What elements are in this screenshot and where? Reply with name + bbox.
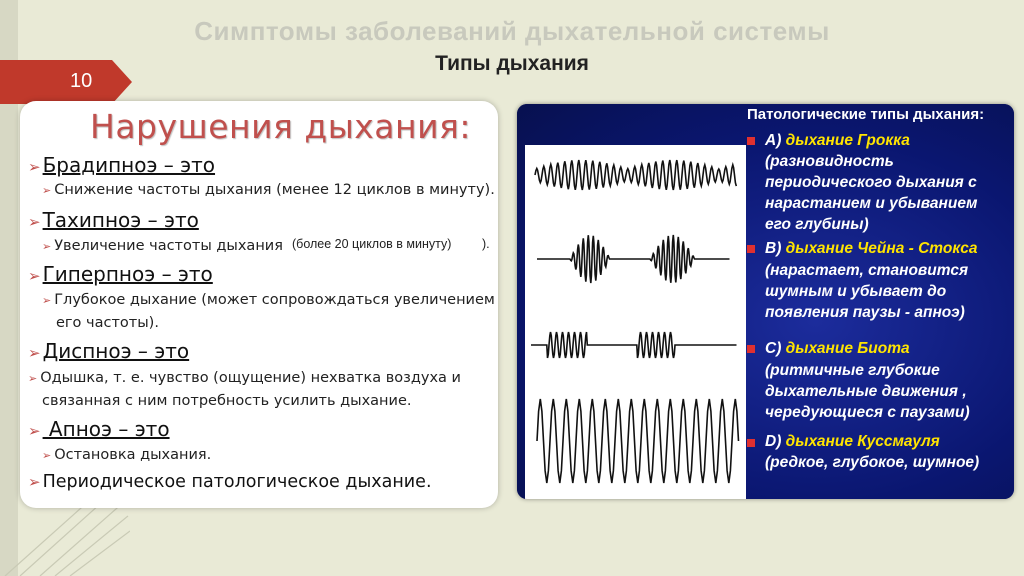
- waveform-biot: [531, 332, 737, 358]
- waveform-kussmaul: [537, 399, 739, 483]
- type-a-title: А) дыхание Грокка: [765, 132, 910, 149]
- arrow-bullet-icon: ➢: [28, 344, 41, 362]
- arrow-bullet-icon: ➢: [28, 267, 41, 285]
- type-b-title: В) дыхание Чейна - Стокса: [765, 240, 978, 257]
- arrow-bullet-icon: ➢: [42, 449, 52, 462]
- desc-hyperpnea: ➢ Глубокое дыхание (может сопровождаться увеличением его частоты).: [42, 292, 495, 331]
- pathological-breathing-panel: [517, 104, 1014, 499]
- term-tachypnea: ➢ Тахипноэ – это: [28, 208, 199, 232]
- term-periodic-breathing: ➢ Периодическое патологическое дыхание.: [28, 472, 432, 492]
- type-c-title: С) дыхание Биота: [765, 340, 910, 357]
- slide-number-badge: [0, 60, 132, 104]
- square-bullet-icon: [747, 245, 755, 253]
- slide-number: 10: [70, 70, 93, 92]
- term-dyspnea: ➢ Диспноэ – это: [28, 339, 190, 363]
- term-hyperpnea: ➢ Гиперпноэ – это: [28, 262, 213, 286]
- type-a-desc: (разновидность периодического дыхания с нарастанием и убыванием его глубины): [765, 153, 978, 233]
- type-d-desc: (редкое, глубокое, шумное): [765, 454, 980, 471]
- tachypnea-rate-note: (более 20 циклов в минуту): [292, 237, 452, 251]
- panel-heading: Нарушения дыхания:: [90, 107, 471, 146]
- arrow-bullet-icon: ➢: [28, 473, 41, 491]
- arrow-bullet-icon: ➢: [42, 184, 52, 197]
- square-bullet-icon: [747, 345, 755, 353]
- breathing-disorders-panel: [20, 101, 498, 508]
- arrow-bullet-icon: ➢: [28, 213, 41, 231]
- term-bradypnea: ➢ Брадипноэ – это: [28, 153, 216, 177]
- type-d-title: D) дыхание Куссмауля: [765, 433, 940, 450]
- slide-subtitle: Типы дыхания: [435, 52, 589, 75]
- slide-title: Симптомы заболеваний дыхательной системы: [194, 16, 830, 46]
- desc-apnea: ➢ Остановка дыхания.: [42, 447, 212, 463]
- desc-tachypnea: ➢ Увеличение частоты дыхания: [42, 238, 283, 254]
- arrow-bullet-icon: ➢: [28, 422, 41, 440]
- type-c-desc: (ритмичные глубокие дыхательные движения , чередующиеся с паузами): [765, 362, 970, 421]
- square-bullet-icon: [747, 137, 755, 145]
- desc-dyspnea: ➢ Одышка, т. е. чувство (ощущение) нехватка воздуха и связанная с ним потребность усилить дыхание.: [28, 370, 461, 409]
- arrow-bullet-icon: ➢: [28, 372, 38, 385]
- waveform-grocco: [535, 160, 736, 190]
- arrow-bullet-icon: ➢: [28, 158, 41, 176]
- tachypnea-note-end: ).: [482, 237, 490, 251]
- type-b-desc: (нарастает, становится шумным и убывает до появления паузы - апноэ): [765, 262, 969, 321]
- panel-heading: Патологические типы дыхания:: [747, 106, 985, 123]
- square-bullet-icon: [747, 439, 755, 447]
- term-apnea: ➢ Апноэ – это: [28, 417, 170, 441]
- arrow-bullet-icon: ➢: [42, 294, 52, 307]
- waveform-cheyne-stokes: [537, 235, 730, 283]
- desc-bradypnea: ➢ Снижение частоты дыхания (менее 12 циклов в минуту).: [42, 182, 495, 198]
- arrow-bullet-icon: ➢: [42, 240, 52, 253]
- breathing-waveforms: [525, 145, 746, 499]
